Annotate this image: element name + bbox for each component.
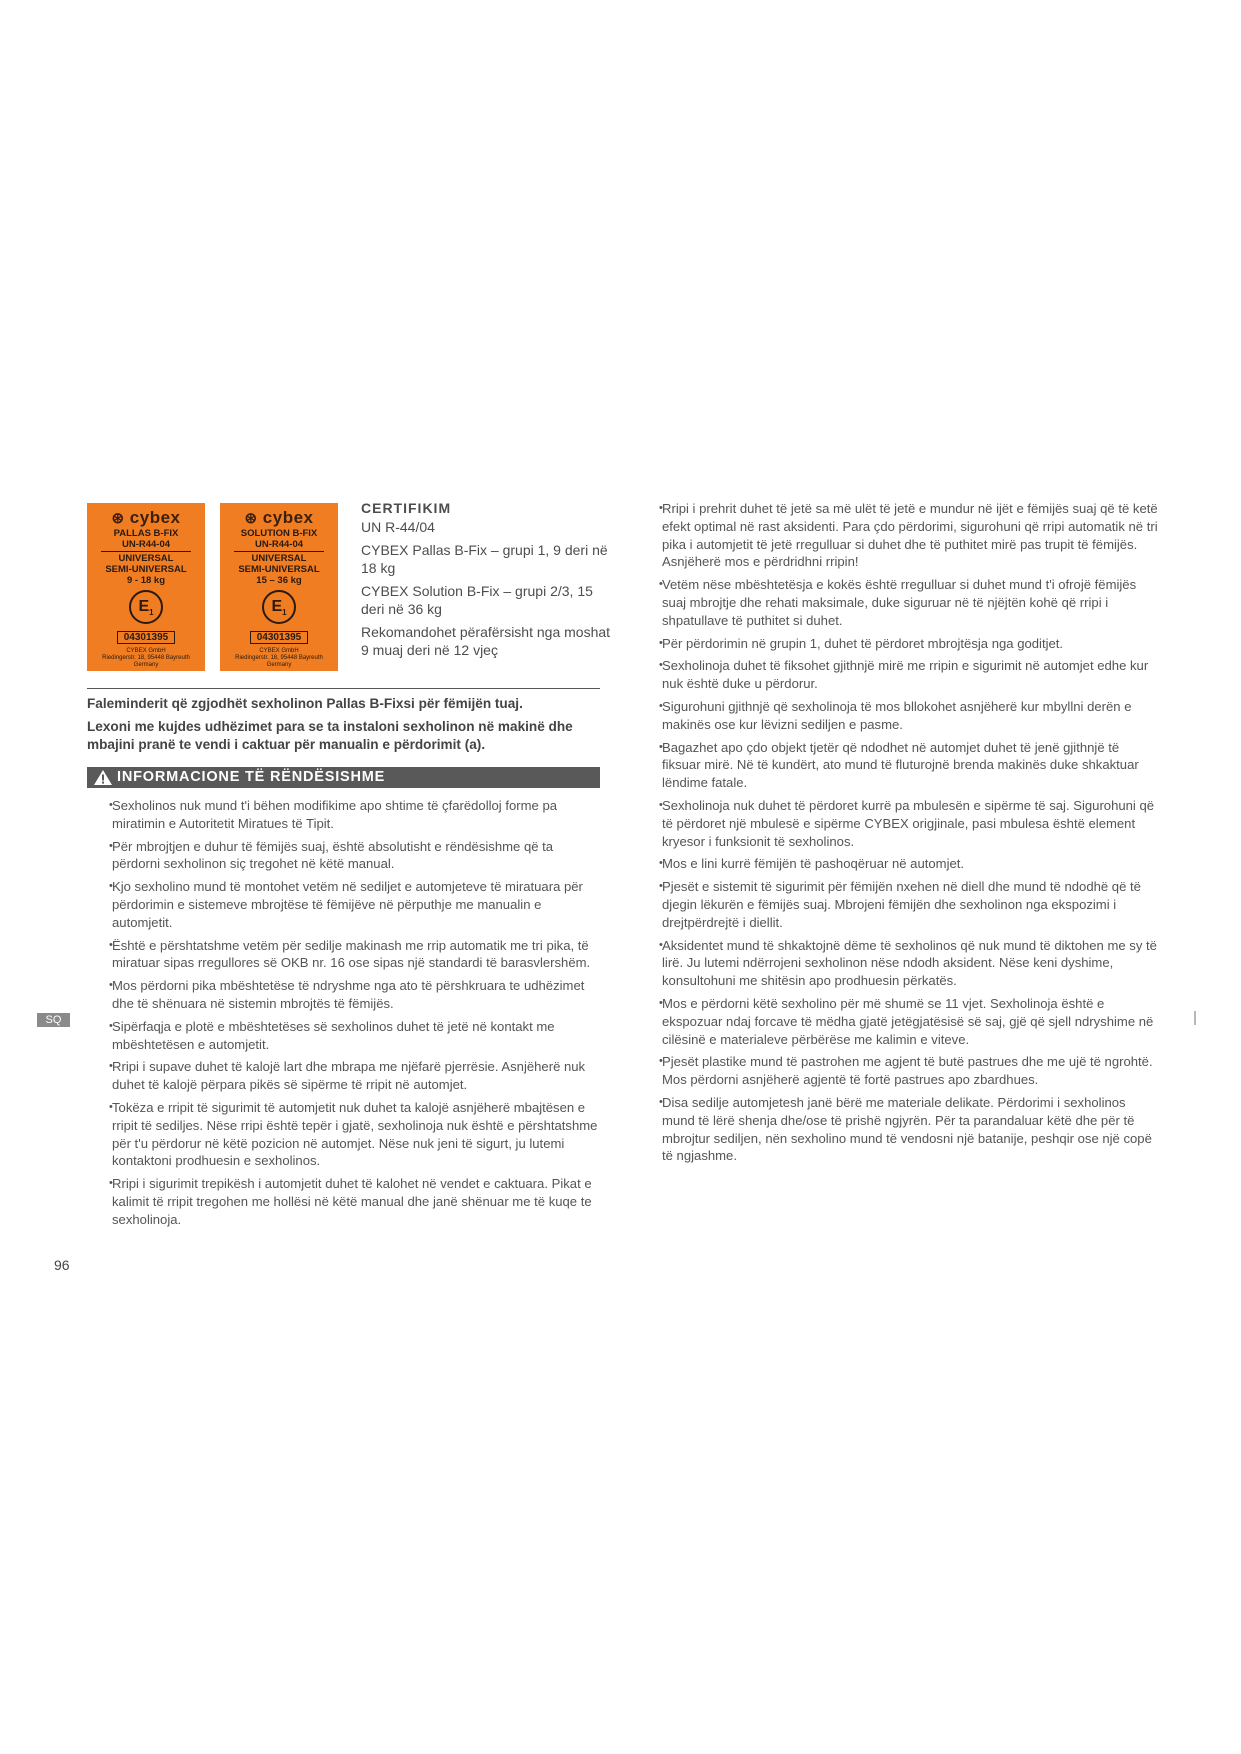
label-country: Germany [133, 662, 159, 668]
banner-title: INFORMACIONE TË RËNDËSISHME [117, 769, 386, 785]
label-weight: 15 – 36 kg [256, 575, 302, 586]
approval-label-pallas [87, 503, 205, 671]
bullet-icon: • [659, 938, 663, 951]
bullet-icon: • [659, 1095, 663, 1108]
certificate-line: CYBEX Solution B-Fix – grupi 2/3, 15 deri në 36 kg [361, 583, 593, 617]
label-maker: CYBEX GmbH [126, 648, 166, 654]
certificate-line: UN R-44/04 [361, 519, 435, 535]
list-item: • Sipërfaqja e plotë e mbështetëses së sexholinos duhet të jetë në kontakt me mbështetësen e automjetit. [109, 1018, 555, 1052]
bullet-icon: • [659, 636, 663, 649]
intro-thanks: Faleminderit që zgjodhët sexholinon Pallas B-Fixsi për fëmijën tuaj. [87, 696, 523, 711]
label-code: 04301395 [250, 631, 309, 644]
approval-label-solution [220, 503, 338, 671]
label-regulation: UN-R44-04 [254, 539, 304, 550]
label-regulation: UN-R44-04 [121, 539, 171, 550]
label-address: Riedingerstr. 18, 95448 Bayreuth [102, 655, 190, 661]
e-approval-icon: $E_1$ [129, 590, 163, 624]
label-weight: 9 - 18 kg [126, 575, 166, 586]
section-divider [87, 688, 600, 689]
certificate-block [361, 499, 611, 664]
list-item: • Sigurohuni gjithnjë që sexholinoja të mos bllokohet asnjëherë kur mbyllni derën e makinës ose kur lëvizni sediljen e pasme. [659, 698, 1132, 732]
list-item: • Sexholinoja duhet të fiksohet gjithnjë mirë me rripin e sigurimit në automjet edhe kur nuk është duke u përdorur. [659, 658, 1149, 692]
list-item: • Rripi i supave duhet të kalojë lart dhe mbrapa me njëfarë pjerrësie. Asnjëherë nuk duhet të kalojë përpara pikës së sipërme të rripit në automjet. [109, 1059, 586, 1093]
list-item: • Mos përdorni pika mbështetëse të ndryshme nga ato të përshkruara te udhëzimet dhe të shënuara në sistemin mbrojtës të fëmijës. [109, 978, 585, 1011]
list-item: • Pjesët plastike mund të pastrohen me agjent të butë pastrues dhe me ujë të ngrohtë. Mos përdorni asnjëherë agjentë të fortë pastrues apo zbardhues. [659, 1054, 1153, 1088]
label-class2: SEMI-UNIVERSAL [238, 564, 320, 575]
brand-logo: ⊛ cybex [244, 508, 314, 527]
list-item: • Është e përshtatshme vetëm për sedilje makinash me rrip automatik me tri pika, të miratuar sipas rregullores së OKB nr. 16 ose sipas një standardi të barasvlershëm. [109, 937, 591, 971]
list-item: • Vetëm nëse mbështetësja e kokës është rregulluar si duhet mund t'i ofrojë fëmijës suaj mbrojtje dhe rehati maksimale, duke siguruar në të njëjtën kohë që rripi i shpatullave të puthitet si duhet. [659, 577, 1137, 628]
left-column [109, 797, 604, 1234]
list-item: • Rripi i sigurimit trepikësh i automjetit duhet të kalohet në vendet e caktuara. Pikat e kalimit të rripit tregohen me hollësi në këtë manual dhe janë shënuar me të kuqe te sexholinoja. [109, 1176, 592, 1227]
bullet-icon: • [109, 1177, 113, 1190]
bullet-icon: • [109, 880, 113, 893]
page-number: 96 [54, 1257, 70, 1273]
label-class2: SEMI-UNIVERSAL [105, 564, 187, 575]
bullet-icon: • [659, 578, 663, 591]
list-item: • Disa sedilje automjetesh janë bërë me materiale delikate. Përdorimi i sexholinos mund të lërë shenja dhe/ose të prishë ngjyrën. Për ta parandaluar këtë dhe për të mbrojtur sediljen, nën sexholino mund të vendosni një batanije, peshqir ose një copë të ngjashme. [659, 1094, 1152, 1164]
important-info-banner [87, 767, 600, 788]
list-item: • Rripi i prehrit duhet të jetë sa më ulët të jetë e mundur në ijët e fëmijës suaj që të ketë efekt optimal në rast aksidenti. Para çdo përdorimi, sigurohuni që rripi automatik në tri pika i automjetit të jetë rregulluar si duhet dhe të puthitet mirë pas trupit të fëmijës. Asnjëherë mos e përdridhni rripin! [659, 501, 1158, 570]
list-item: • Kjo sexholino mund të montohet vetëm në sediljet e automjeteve të miratuara për përdorimin e sistemeve mbrojtëse të fëmijëve në përputhje me manualin e automjetit. [109, 879, 583, 930]
label-maker: CYBEX GmbH [259, 648, 299, 654]
right-column [659, 500, 1158, 1170]
list-item: • Sexholinos nuk mund t'i bëhen modifikime apo shtime të çfarëdolloj forme pa miratimin e Autoritetit Miratues të Tipit. [109, 798, 558, 831]
bullet-icon: • [659, 798, 663, 811]
intro-block [87, 695, 607, 759]
list-item: • Mos e lini kurrë fëmijën të pashoqëruar në automjet. [659, 856, 965, 872]
label-product: PALLAS B-FIX [113, 528, 179, 539]
certificate-heading: CERTIFIKIM [361, 500, 452, 516]
bullet-icon: • [109, 1100, 113, 1113]
bullet-icon: • [109, 839, 113, 852]
bullet-icon: • [659, 880, 663, 893]
bullet-icon: • [109, 938, 113, 951]
list-item: • Për mbrojtjen e duhur të fëmijës suaj, është absolutisht e rëndësishme që ta përdorni sexholinon siç tregohet në këtë manual. [109, 838, 554, 872]
bullet-icon: • [109, 979, 113, 992]
bullet-icon: • [659, 1055, 663, 1068]
certificate-line: CYBEX Pallas B-Fix – grupi 1, 9 deri në 18 kg [361, 542, 608, 576]
warning-icon [93, 769, 113, 786]
list-item: • Bagazhet apo çdo objekt tjetër që ndodhet në automjet duhet të jenë gjithnjë të fiksuar mirë. Në të kundërt, ato mund të fluturojnë brenda makinës duke shkaktuar lëndime fatale. [659, 739, 1139, 791]
list-item: • Aksidentet mund të shkaktojnë dëme të sexholinos që nuk mund të diktohen me sy të lirë. Ju lutemi ndërrojeni sexholinon nëse ndodh aksident. Nëse keni dyshime, konsultohuni me shitësin apo prodhuesin përkatës. [659, 937, 1157, 989]
bullet-icon: • [109, 1060, 113, 1073]
bullet-icon: • [659, 659, 663, 672]
intro-instruction: Lexoni me kujdes udhëzimet para se ta instaloni sexholinon në makinë dhe mbajini pranë te vendi i caktuar për manualin e përdorimit (a). [87, 719, 573, 752]
e-approval-icon: $E_1$ [262, 590, 296, 624]
list-item: • Mos e përdorni këtë sexholino për më shumë se 11 vjet. Sexholinoja është e ekspozuar ndaj forcave të mëdha gjatë jetëgjatësisë së saj, gjë që sjell ndryshime në cilësinë e materialeve përbërëse me kalimin e viteve. [659, 995, 1154, 1047]
list-item: • Pjesët e sistemit të sigurimit për fëmijën nxehen në diell dhe mund të ndodhë që të djegin lëkurën e fëmijës suaj. Mbrojeni fëmijën dhe sexholinon nga ekspozimi i drejtpërdrejtë i diellit. [659, 879, 1141, 930]
bullet-icon: • [659, 857, 663, 870]
brand-logo: ⊛ cybex [111, 508, 181, 527]
label-code: 04301395 [117, 631, 176, 644]
bullet-icon: • [659, 699, 663, 712]
certificate-line: Rekomandohet përafërsisht nga moshat 9 muaj deri në 12 vjeç [361, 624, 611, 658]
list-item: • Për përdorimin në grupin 1, duhet të përdoret mbrojtësja nga goditjet. [659, 635, 1064, 651]
language-tab: SQ [37, 1013, 70, 1027]
label-class1: UNIVERSAL [118, 553, 174, 564]
list-item: • Sexholinoja nuk duhet të përdoret kurrë pa mbulesën e sipërme të saj. Sigurohuni që të përdoret një mbulesë e sipërme CYBEX origjinale, pasi mbulesa është element kryesor i funksionit të sexholinos. [659, 797, 1155, 849]
label-class1: UNIVERSAL [251, 553, 307, 564]
label-country: Germany [266, 662, 292, 668]
bullet-icon: • [109, 1019, 113, 1032]
edge-marker [1194, 1011, 1196, 1025]
bullet-icon: • [659, 502, 663, 514]
bullet-icon: • [659, 996, 663, 1009]
list-item: • Tokëza e rripit të sigurimit të automjetit nuk duhet ta kalojë asnjëherë mbajtësen e rripit të sediljes. Nëse rripi është tepër i gjatë, sexholinoja nuk është e përshtatshme për t'u përdorur në këtë pozicion në automjet. Nëse nuk jeni të sigurt, ju lutemi kontaktoni prodhuesin e sexholinos. [109, 1099, 598, 1169]
label-product: SOLUTION B-FIX [240, 528, 318, 539]
bullet-icon: • [659, 740, 663, 753]
bullet-icon: • [109, 799, 113, 811]
label-address: Riedingerstr. 18, 95448 Bayreuth [235, 655, 323, 661]
